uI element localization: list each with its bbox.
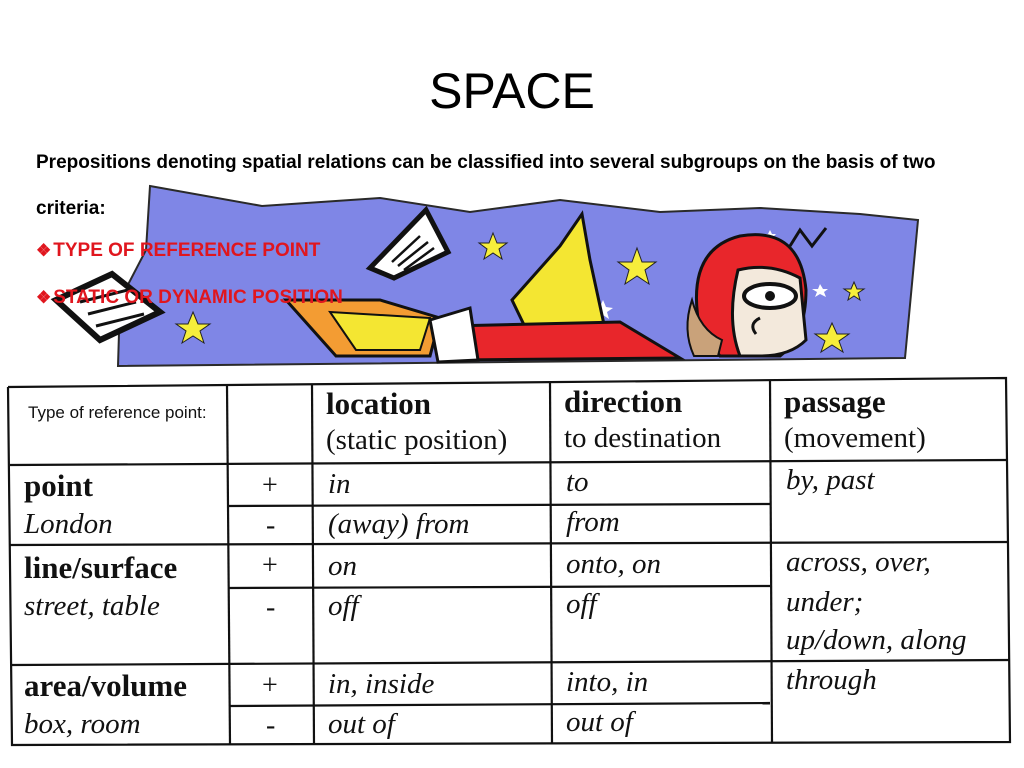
slide-title: SPACE (429, 63, 595, 119)
column-header-passage: passage (784, 384, 886, 419)
row-type-area-volume: area/volume (24, 668, 188, 703)
cell-location-plus: in (328, 468, 351, 500)
row-type-line-surface: line/surface (24, 550, 178, 585)
cell-passage-line-2: under; (786, 586, 864, 618)
diamond-bullet-icon: ❖ (36, 288, 52, 307)
column-subheader-passage: (movement) (784, 422, 926, 454)
column-header-location: location (326, 386, 432, 421)
cell-location-minus: out of (328, 708, 395, 740)
cell-direction-minus: out of (566, 706, 633, 738)
cell-location-plus: on (328, 550, 357, 582)
bullet-reference-point (36, 240, 320, 262)
cell-direction-plus: to (566, 466, 589, 498)
bullet-static-dynamic (36, 287, 343, 309)
row-type-point: point (24, 468, 93, 503)
cell-passage-line-1: across, over, (786, 546, 931, 578)
column-subheader-direction: to destination (564, 422, 722, 454)
plus-sign: + (262, 550, 278, 581)
cell-location-minus: (away) from (328, 508, 470, 540)
plus-sign: + (262, 670, 278, 701)
column-header-direction: direction (564, 384, 683, 419)
minus-sign: - (266, 592, 276, 623)
plus-sign: + (262, 470, 278, 501)
cell-direction-minus: from (566, 506, 620, 538)
bullet-text: STATIC OR DYNAMIC POSITION (53, 287, 343, 308)
cell-location-plus: in, inside (328, 668, 435, 700)
cell-passage-line-3: up/down, along (786, 624, 967, 656)
cell-direction-minus: off (566, 588, 597, 620)
row-example-line-surface: street, table (24, 590, 160, 622)
intro-paragraph: Prepositions denoting spatial relations can be classified into several subgroups on the basis of two criteria: (36, 152, 936, 219)
cell-direction-plus: onto, on (566, 548, 662, 580)
row-example-area-volume: box, room (24, 708, 141, 740)
cell-passage: by, past (786, 464, 875, 496)
column-subheader-location: (static position) (326, 424, 508, 456)
bullet-text: TYPE OF REFERENCE POINT (53, 240, 321, 261)
corner-label: Type of reference point: (28, 403, 207, 422)
cell-direction-plus: into, in (566, 666, 649, 698)
minus-sign: - (266, 710, 276, 741)
cell-passage: through (786, 664, 877, 696)
cell-location-minus: off (328, 590, 359, 622)
minus-sign: - (266, 510, 276, 541)
diamond-bullet-icon: ❖ (36, 241, 52, 260)
row-example-point: London (24, 508, 113, 540)
